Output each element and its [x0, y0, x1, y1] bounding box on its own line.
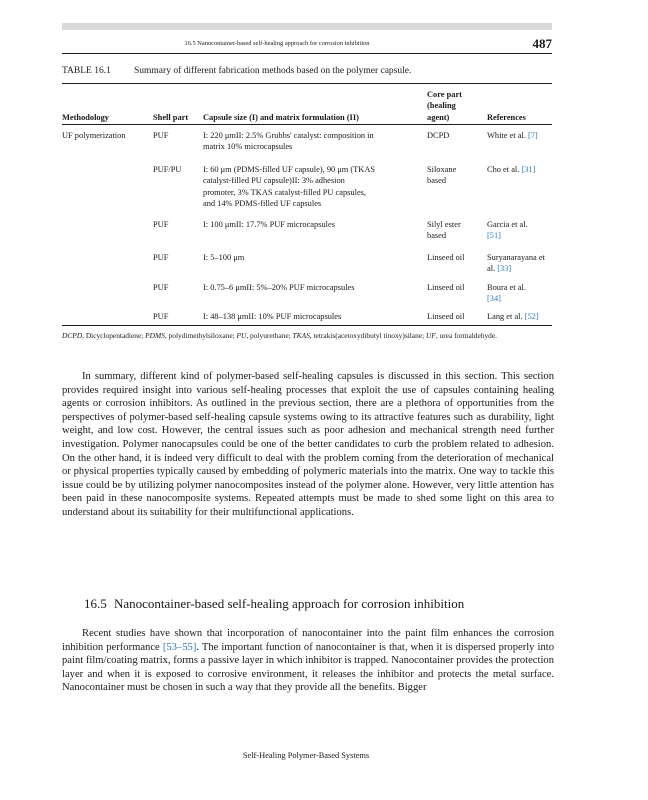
table-cell-core: Linseed oil: [427, 253, 465, 262]
table-top-rule: [62, 83, 552, 84]
paragraph-segment: . The important function of nanocontainer is that, when it is dispersed properly into paint film/coating matrix, forms a passive layer in which inhibitor is trapped. Nanocontainer provides the protection layer and when it is exposed to corrosive environment, it releases the inhibitor and protects the metal surface. Nanocontainer must be chosen in such a way that they provide all the benefits. Bigger: [62, 641, 554, 694]
capsule-line: promoter, 3% TKAS catalyst-filled PU capsules,: [203, 187, 367, 197]
table-cell-shell: PUF/PU: [153, 165, 182, 174]
reference-link[interactable]: [7]: [527, 131, 538, 140]
abbr-def: , Dicyclopentadiene;: [82, 331, 146, 340]
table-bottom-rule: [62, 325, 552, 326]
core-part-header-line: Core part: [427, 90, 462, 99]
paragraph-text: [62, 627, 554, 695]
table-cell-shell: PUF: [153, 312, 169, 321]
table-footnote: [62, 331, 554, 341]
table-cell-reference: [487, 164, 557, 175]
column-header-core-part: [427, 89, 462, 123]
header-bar: [62, 23, 552, 30]
reference-link[interactable]: [52]: [524, 312, 539, 321]
abbr: DCPD: [62, 331, 83, 340]
table-cell-reference: [487, 311, 557, 322]
table-header-rule: [62, 124, 552, 125]
capsule-line: I: 220 μmII: 2.5% Grubbs' catalyst: composition in: [203, 131, 374, 140]
reference-text: Garcia et al.: [487, 220, 528, 229]
table-cell-reference: [487, 282, 553, 305]
reference-text: Cho et al.: [487, 165, 522, 174]
column-header-shell-part: Shell part: [153, 113, 189, 122]
reference-link[interactable]: [31]: [521, 165, 536, 174]
section-number: 16.5: [84, 596, 107, 611]
table-cell-core: [427, 164, 456, 187]
table-cell-shell: PUF: [153, 283, 169, 292]
table-cell-capsule: I: 48–138 μmII: 10% PUF microcapsules: [203, 312, 342, 321]
column-header-capsule-size: Capsule size (I) and matrix formulation (II): [203, 113, 359, 122]
header-divider: [62, 53, 552, 54]
table-cell-reference: [487, 252, 553, 275]
core-line: Silyl ester: [427, 220, 461, 229]
reference-text: White et al.: [487, 131, 528, 140]
paragraph-segment: Recent studies have shown that incorporation of nanocontainer into the paint film enhances the corrosion inhibition performance: [62, 628, 554, 653]
capsule-line: and 14% PDMS-filled UF capsules: [203, 198, 322, 208]
running-title: 16.5 Nanocontainer-based self-healing approach for corrosion inhibition: [184, 40, 370, 47]
reference-link[interactable]: [34]: [487, 294, 501, 304]
citation-link[interactable]: [53–55]: [162, 641, 197, 653]
reference-text: Suryanarayana et al.: [487, 253, 545, 274]
column-header-methodology: Methodology: [62, 113, 109, 122]
table-cell-shell: PUF: [153, 220, 169, 229]
core-line: Siloxane: [427, 165, 457, 174]
table-cell-methodology: UF polymerization: [62, 131, 126, 140]
section-paragraph: [62, 627, 554, 695]
table-label: TABLE 16.1: [62, 66, 111, 76]
table-caption: [62, 66, 411, 76]
capsule-line: I: 60 μm (PDMS-filled UF capsule), 90 μm (TKAS: [203, 165, 376, 174]
capsule-line: catalyst-filled PU capsule)II: 3% adhesion: [203, 176, 345, 186]
reference-link[interactable]: [51]: [487, 231, 501, 241]
reference-text: Lang et al.: [487, 312, 525, 321]
section-title: Nanocontainer-based self-healing approach for corrosion inhibition: [114, 596, 465, 611]
paragraph-text: In summary, different kind of polymer-based self-healing capsules is discussed in this section. This section provides required insight into various self-healing processes that exploit the use of capsules containing healing agents or corrosion inhibitors. As outlined in the previous section, there are a plethora of opportunities from the perspectives of polymer-based self-healing capsule systems owing to its attractive features such as durability, light weight, and low cost. However, the central issues such as poor adhesion and mechanical strength need further investigation. Polymer nanocapsules could be one of the better candidates to curb the problem related to adhesion. On the other hand, it is indeed very difficult to deal with the problem coming from the deterioration of mechanical or physical properties typically caused by embedding of polymeric materials into the matrix. One way to tackle this issue could be by utilizing polymer nanocomposites instead of the polymer alone. However, very little attention has been paid in these nanocomposite systems. Repeated attempts must be made to shed some light on this area to understand about its suitability for their multifunctional applications.: [62, 371, 554, 518]
core-part-header-line: agent): [427, 112, 450, 122]
table-cell-core: Linseed oil: [427, 283, 465, 292]
table-cell-capsule: [203, 164, 421, 209]
table-cell-shell: PUF: [153, 131, 169, 140]
core-part-header-line: (healing: [427, 101, 456, 111]
table-cell-core: DCPD: [427, 131, 450, 140]
table-cell-core: Linseed oil: [427, 312, 465, 321]
abbr-def: , tetrakis(acetoxydibutyl tinoxy)silane;: [309, 331, 426, 340]
table-cell-shell: PUF: [153, 253, 169, 262]
capsule-line: matrix 10% microcapsules: [203, 142, 293, 152]
abbr-def: , polyurethane;: [246, 331, 293, 340]
footer-book-title: Self-Healing Polymer-Based Systems: [242, 751, 370, 760]
table-cell-reference: [487, 219, 553, 242]
table-cell-capsule: I: 0.75–6 μmII: 5%–20% PUF microcapsules: [203, 283, 355, 292]
reference-link[interactable]: [33]: [497, 264, 512, 274]
summary-paragraph: [62, 370, 554, 520]
column-header-references: References: [487, 113, 526, 122]
table-cell-core: [427, 219, 461, 242]
core-line: based: [427, 176, 447, 186]
table-cell-capsule: [203, 130, 421, 153]
reference-text: Boura et al.: [487, 283, 526, 292]
page-number: 487: [532, 36, 552, 51]
table-cell-capsule: I: 100 μmII: 17.7% PUF microcapsules: [203, 220, 335, 229]
core-line: based: [427, 231, 447, 241]
abbr: UF: [425, 331, 436, 340]
abbr: TKAS: [292, 331, 310, 340]
table-cell-capsule: I: 5–100 μm: [203, 253, 245, 262]
table-caption-text: Summary of different fabrication methods based on the polymer capsule.: [134, 66, 412, 76]
section-heading: [84, 596, 464, 612]
abbr-def: , urea formaldehyde.: [435, 331, 497, 340]
table-cell-reference: [487, 130, 557, 141]
abbr-def: , polydimethylsiloxane;: [164, 331, 237, 340]
abbr: PU: [236, 331, 247, 340]
abbr: PDMS: [145, 331, 165, 340]
